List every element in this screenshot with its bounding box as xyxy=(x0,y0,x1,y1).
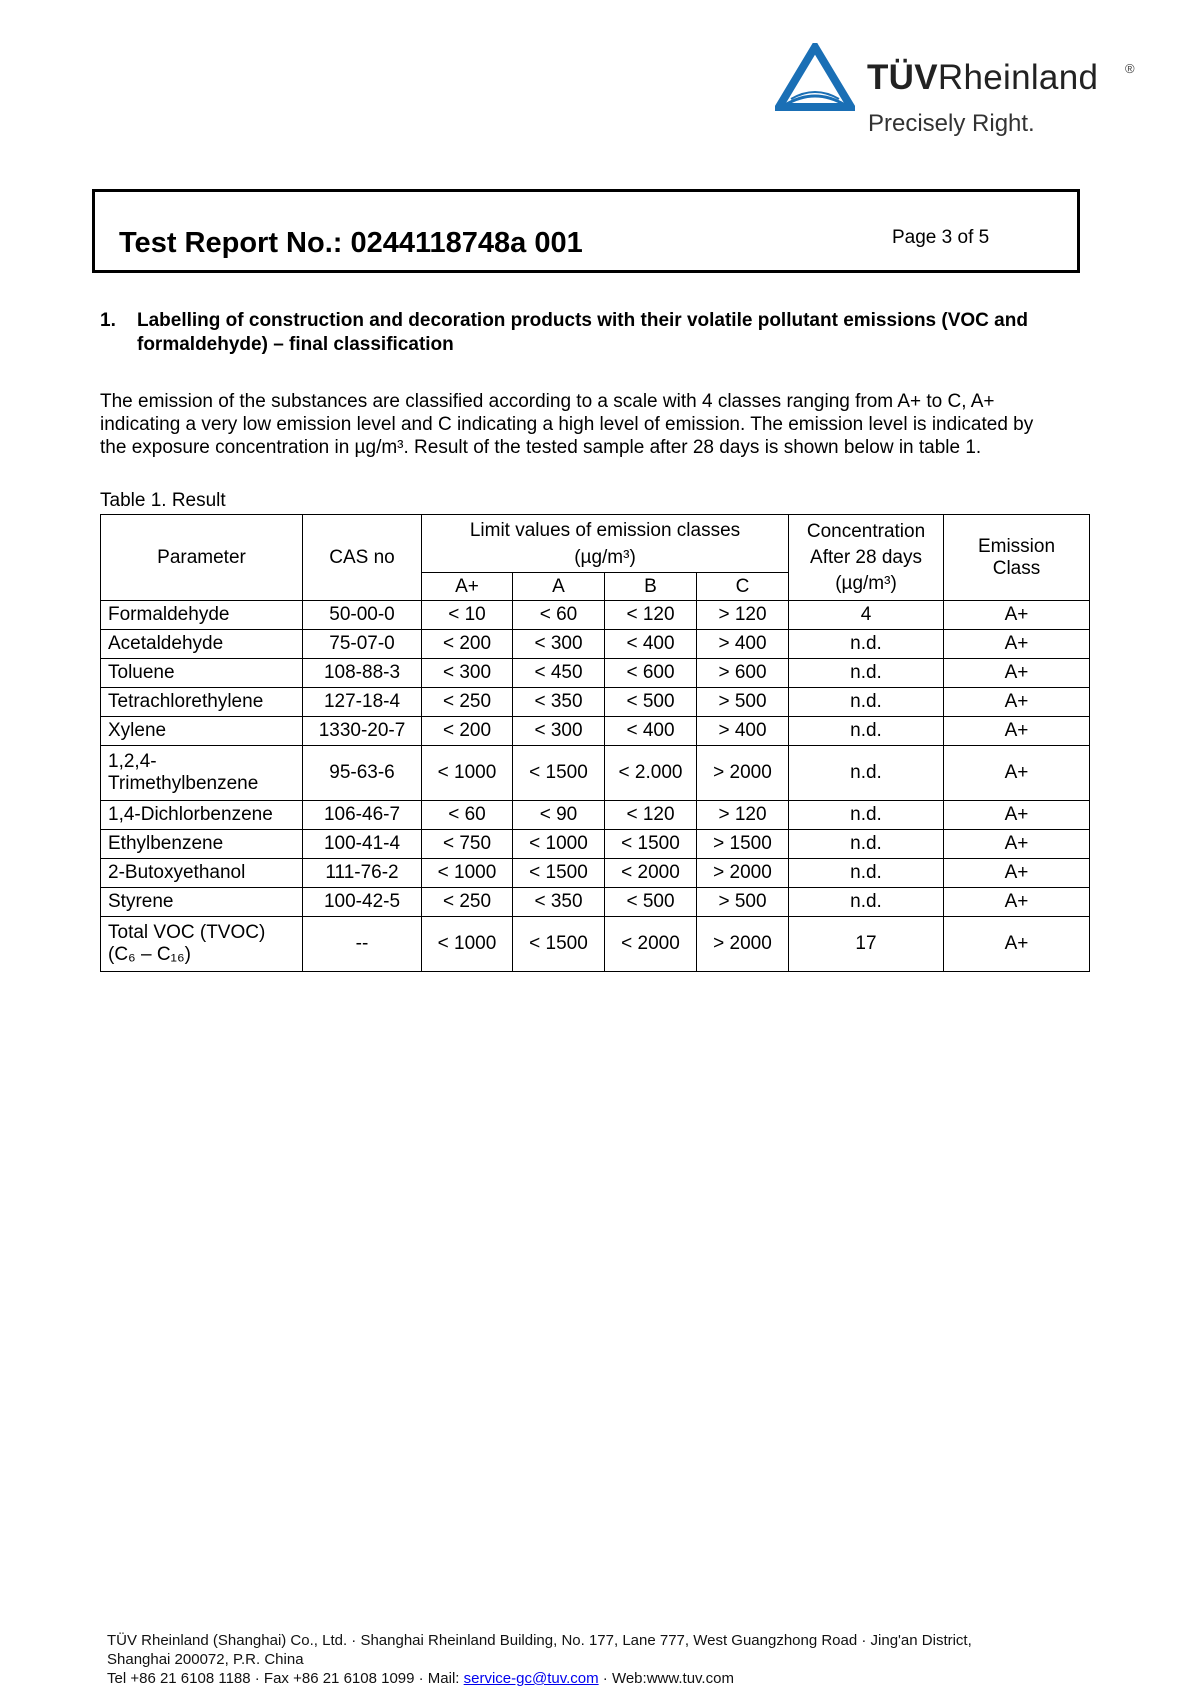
limit-b-cell: < 120 xyxy=(605,601,697,630)
parameter-cell: Total VOC (TVOC) (C₆ – C₁₆) xyxy=(101,917,303,972)
table-row xyxy=(101,801,1090,830)
header-parameter: Parameter xyxy=(101,515,303,601)
limit-c-cell: > 2000 xyxy=(697,859,789,888)
limit-aplus-cell: < 250 xyxy=(422,888,513,917)
table-row xyxy=(101,830,1090,859)
tuv-triangle-logo-icon xyxy=(775,43,855,113)
table-row xyxy=(101,630,1090,659)
limit-b-cell: < 400 xyxy=(605,717,697,746)
limit-aplus-cell: < 200 xyxy=(422,630,513,659)
result-table xyxy=(100,514,1090,972)
limit-b-cell: < 500 xyxy=(605,688,697,717)
limit-aplus-cell: < 1000 xyxy=(422,917,513,972)
header-class-a: A xyxy=(513,573,605,601)
intro-line: the exposure concentration in µg/m³. Result of the tested sample after 28 days is shown below in table 1. xyxy=(100,437,982,458)
intro-line: indicating a very low emission level and C indicating a high level of emission. The emission level is indicated by xyxy=(100,414,1034,435)
parameter-cell: 2-Butoxyethanol xyxy=(101,859,303,888)
concentration-cell: n.d. xyxy=(789,688,944,717)
limit-c-cell: > 400 xyxy=(697,630,789,659)
emission-class-cell: A+ xyxy=(944,630,1090,659)
limit-a-cell: < 300 xyxy=(513,630,605,659)
cas-cell: 100-42-5 xyxy=(303,888,422,917)
limit-c-cell: > 400 xyxy=(697,717,789,746)
parameter-cell: Acetaldehyde xyxy=(101,630,303,659)
parameter-cell: Toluene xyxy=(101,659,303,688)
parameter-cell: Xylene xyxy=(101,717,303,746)
limit-aplus-cell: < 750 xyxy=(422,830,513,859)
header-cas: CAS no xyxy=(303,515,422,601)
limit-b-cell: < 500 xyxy=(605,888,697,917)
limit-c-cell: > 600 xyxy=(697,659,789,688)
cas-cell: 50-00-0 xyxy=(303,601,422,630)
emission-class-cell: A+ xyxy=(944,917,1090,972)
limit-aplus-cell: < 300 xyxy=(422,659,513,688)
cas-cell: 127-18-4 xyxy=(303,688,422,717)
header-limit-values: Limit values of emission classes (µg/m³) xyxy=(422,515,789,573)
limit-a-cell: < 450 xyxy=(513,659,605,688)
parameter-cell: 1,2,4- Trimethylbenzene xyxy=(101,746,303,801)
limit-c-cell: > 120 xyxy=(697,601,789,630)
emission-class-cell: A+ xyxy=(944,830,1090,859)
emission-class-cell: A+ xyxy=(944,746,1090,801)
intro-paragraph xyxy=(100,390,1100,459)
cas-cell: 75-07-0 xyxy=(303,630,422,659)
page-number: Page 3 of 5 xyxy=(892,227,990,248)
limit-c-cell: > 2000 xyxy=(697,917,789,972)
cas-cell: 108-88-3 xyxy=(303,659,422,688)
parameter-cell: 1,4-Dichlorbenzene xyxy=(101,801,303,830)
parameter-cell: Styrene xyxy=(101,888,303,917)
table-row xyxy=(101,917,1090,972)
limit-a-cell: < 1000 xyxy=(513,830,605,859)
concentration-cell: n.d. xyxy=(789,859,944,888)
emission-class-cell: A+ xyxy=(944,717,1090,746)
concentration-cell: 4 xyxy=(789,601,944,630)
cas-cell: 111-76-2 xyxy=(303,859,422,888)
footer-email-link[interactable]: service-gc@tuv.com xyxy=(463,1670,599,1687)
concentration-cell: n.d. xyxy=(789,630,944,659)
emission-class-cell: A+ xyxy=(944,688,1090,717)
header-emission-class: Emission Class xyxy=(944,515,1090,601)
brand-name: TÜVRheinland xyxy=(867,58,1099,97)
limit-b-cell: < 400 xyxy=(605,630,697,659)
footer-address-line: TÜV Rheinland (Shanghai) Co., Ltd. · Shanghai Rheinland Building, No. 177, Lane 777, West Guangzhong Road · Jing'an District, xyxy=(107,1632,972,1649)
page-footer xyxy=(107,1631,1107,1688)
limit-aplus-cell: < 250 xyxy=(422,688,513,717)
report-title: Test Report No.: 0244118748a 001 xyxy=(119,227,583,259)
parameter-cell: Formaldehyde xyxy=(101,601,303,630)
limit-a-cell: < 350 xyxy=(513,688,605,717)
cas-cell: -- xyxy=(303,917,422,972)
parameter-cell: Tetrachlorethylene xyxy=(101,688,303,717)
cas-cell: 95-63-6 xyxy=(303,746,422,801)
limit-a-cell: < 350 xyxy=(513,888,605,917)
limit-b-cell: < 2000 xyxy=(605,859,697,888)
registered-mark: ® xyxy=(1125,61,1135,76)
concentration-cell: n.d. xyxy=(789,801,944,830)
report-header-box xyxy=(92,189,1080,273)
concentration-cell: n.d. xyxy=(789,659,944,688)
header-class-c: C xyxy=(697,573,789,601)
header-concentration: Concentration After 28 days (µg/m³) xyxy=(789,515,944,601)
limit-a-cell: < 1500 xyxy=(513,746,605,801)
emission-class-cell: A+ xyxy=(944,888,1090,917)
limit-c-cell: > 500 xyxy=(697,888,789,917)
limit-b-cell: < 1500 xyxy=(605,830,697,859)
limit-a-cell: < 1500 xyxy=(513,917,605,972)
section-heading-line: Labelling of construction and decoration products with their volatile pollutant emissions (VOC and xyxy=(137,310,1028,331)
limit-a-cell: < 90 xyxy=(513,801,605,830)
limit-c-cell: > 1500 xyxy=(697,830,789,859)
limit-aplus-cell: < 1000 xyxy=(422,859,513,888)
limit-b-cell: < 2000 xyxy=(605,917,697,972)
table-row xyxy=(101,888,1090,917)
limit-b-cell: < 2.000 xyxy=(605,746,697,801)
cas-cell: 1330-20-7 xyxy=(303,717,422,746)
tuv-rheinland-logo xyxy=(775,43,1175,143)
emission-class-cell: A+ xyxy=(944,659,1090,688)
brand-tagline: Precisely Right. xyxy=(868,110,1035,137)
emission-class-cell: A+ xyxy=(944,601,1090,630)
limit-aplus-cell: < 200 xyxy=(422,717,513,746)
limit-aplus-cell: < 1000 xyxy=(422,746,513,801)
limit-a-cell: < 60 xyxy=(513,601,605,630)
concentration-cell: n.d. xyxy=(789,888,944,917)
footer-address-line: Shanghai 200072, P.R. China xyxy=(107,1651,304,1668)
intro-line: The emission of the substances are classified according to a scale with 4 classes ranging from A+ to C, A+ xyxy=(100,391,995,412)
table-header-row xyxy=(101,515,1090,573)
emission-class-cell: A+ xyxy=(944,801,1090,830)
concentration-cell: n.d. xyxy=(789,717,944,746)
table-caption: Table 1. Result xyxy=(100,490,226,511)
table-row xyxy=(101,659,1090,688)
table-row xyxy=(101,746,1090,801)
header-class-b: B xyxy=(605,573,697,601)
table-row xyxy=(101,601,1090,630)
limit-b-cell: < 600 xyxy=(605,659,697,688)
concentration-cell: 17 xyxy=(789,917,944,972)
limit-aplus-cell: < 10 xyxy=(422,601,513,630)
header-class-aplus: A+ xyxy=(422,573,513,601)
limit-a-cell: < 1500 xyxy=(513,859,605,888)
table-row xyxy=(101,688,1090,717)
emission-class-cell: A+ xyxy=(944,859,1090,888)
concentration-cell: n.d. xyxy=(789,746,944,801)
concentration-cell: n.d. xyxy=(789,830,944,859)
table-row xyxy=(101,859,1090,888)
cas-cell: 100-41-4 xyxy=(303,830,422,859)
footer-contact-line: Tel +86 21 6108 1188 · Fax +86 21 6108 1099 · Mail: service-gc@tuv.com · Web:www.tuv.com xyxy=(107,1670,734,1687)
limit-c-cell: > 120 xyxy=(697,801,789,830)
limit-c-cell: > 500 xyxy=(697,688,789,717)
cas-cell: 106-46-7 xyxy=(303,801,422,830)
limit-c-cell: > 2000 xyxy=(697,746,789,801)
section-heading-line: formaldehyde) – final classification xyxy=(137,334,454,355)
section-number: 1. xyxy=(100,310,116,331)
limit-b-cell: < 120 xyxy=(605,801,697,830)
limit-aplus-cell: < 60 xyxy=(422,801,513,830)
parameter-cell: Ethylbenzene xyxy=(101,830,303,859)
limit-a-cell: < 300 xyxy=(513,717,605,746)
table-row xyxy=(101,717,1090,746)
